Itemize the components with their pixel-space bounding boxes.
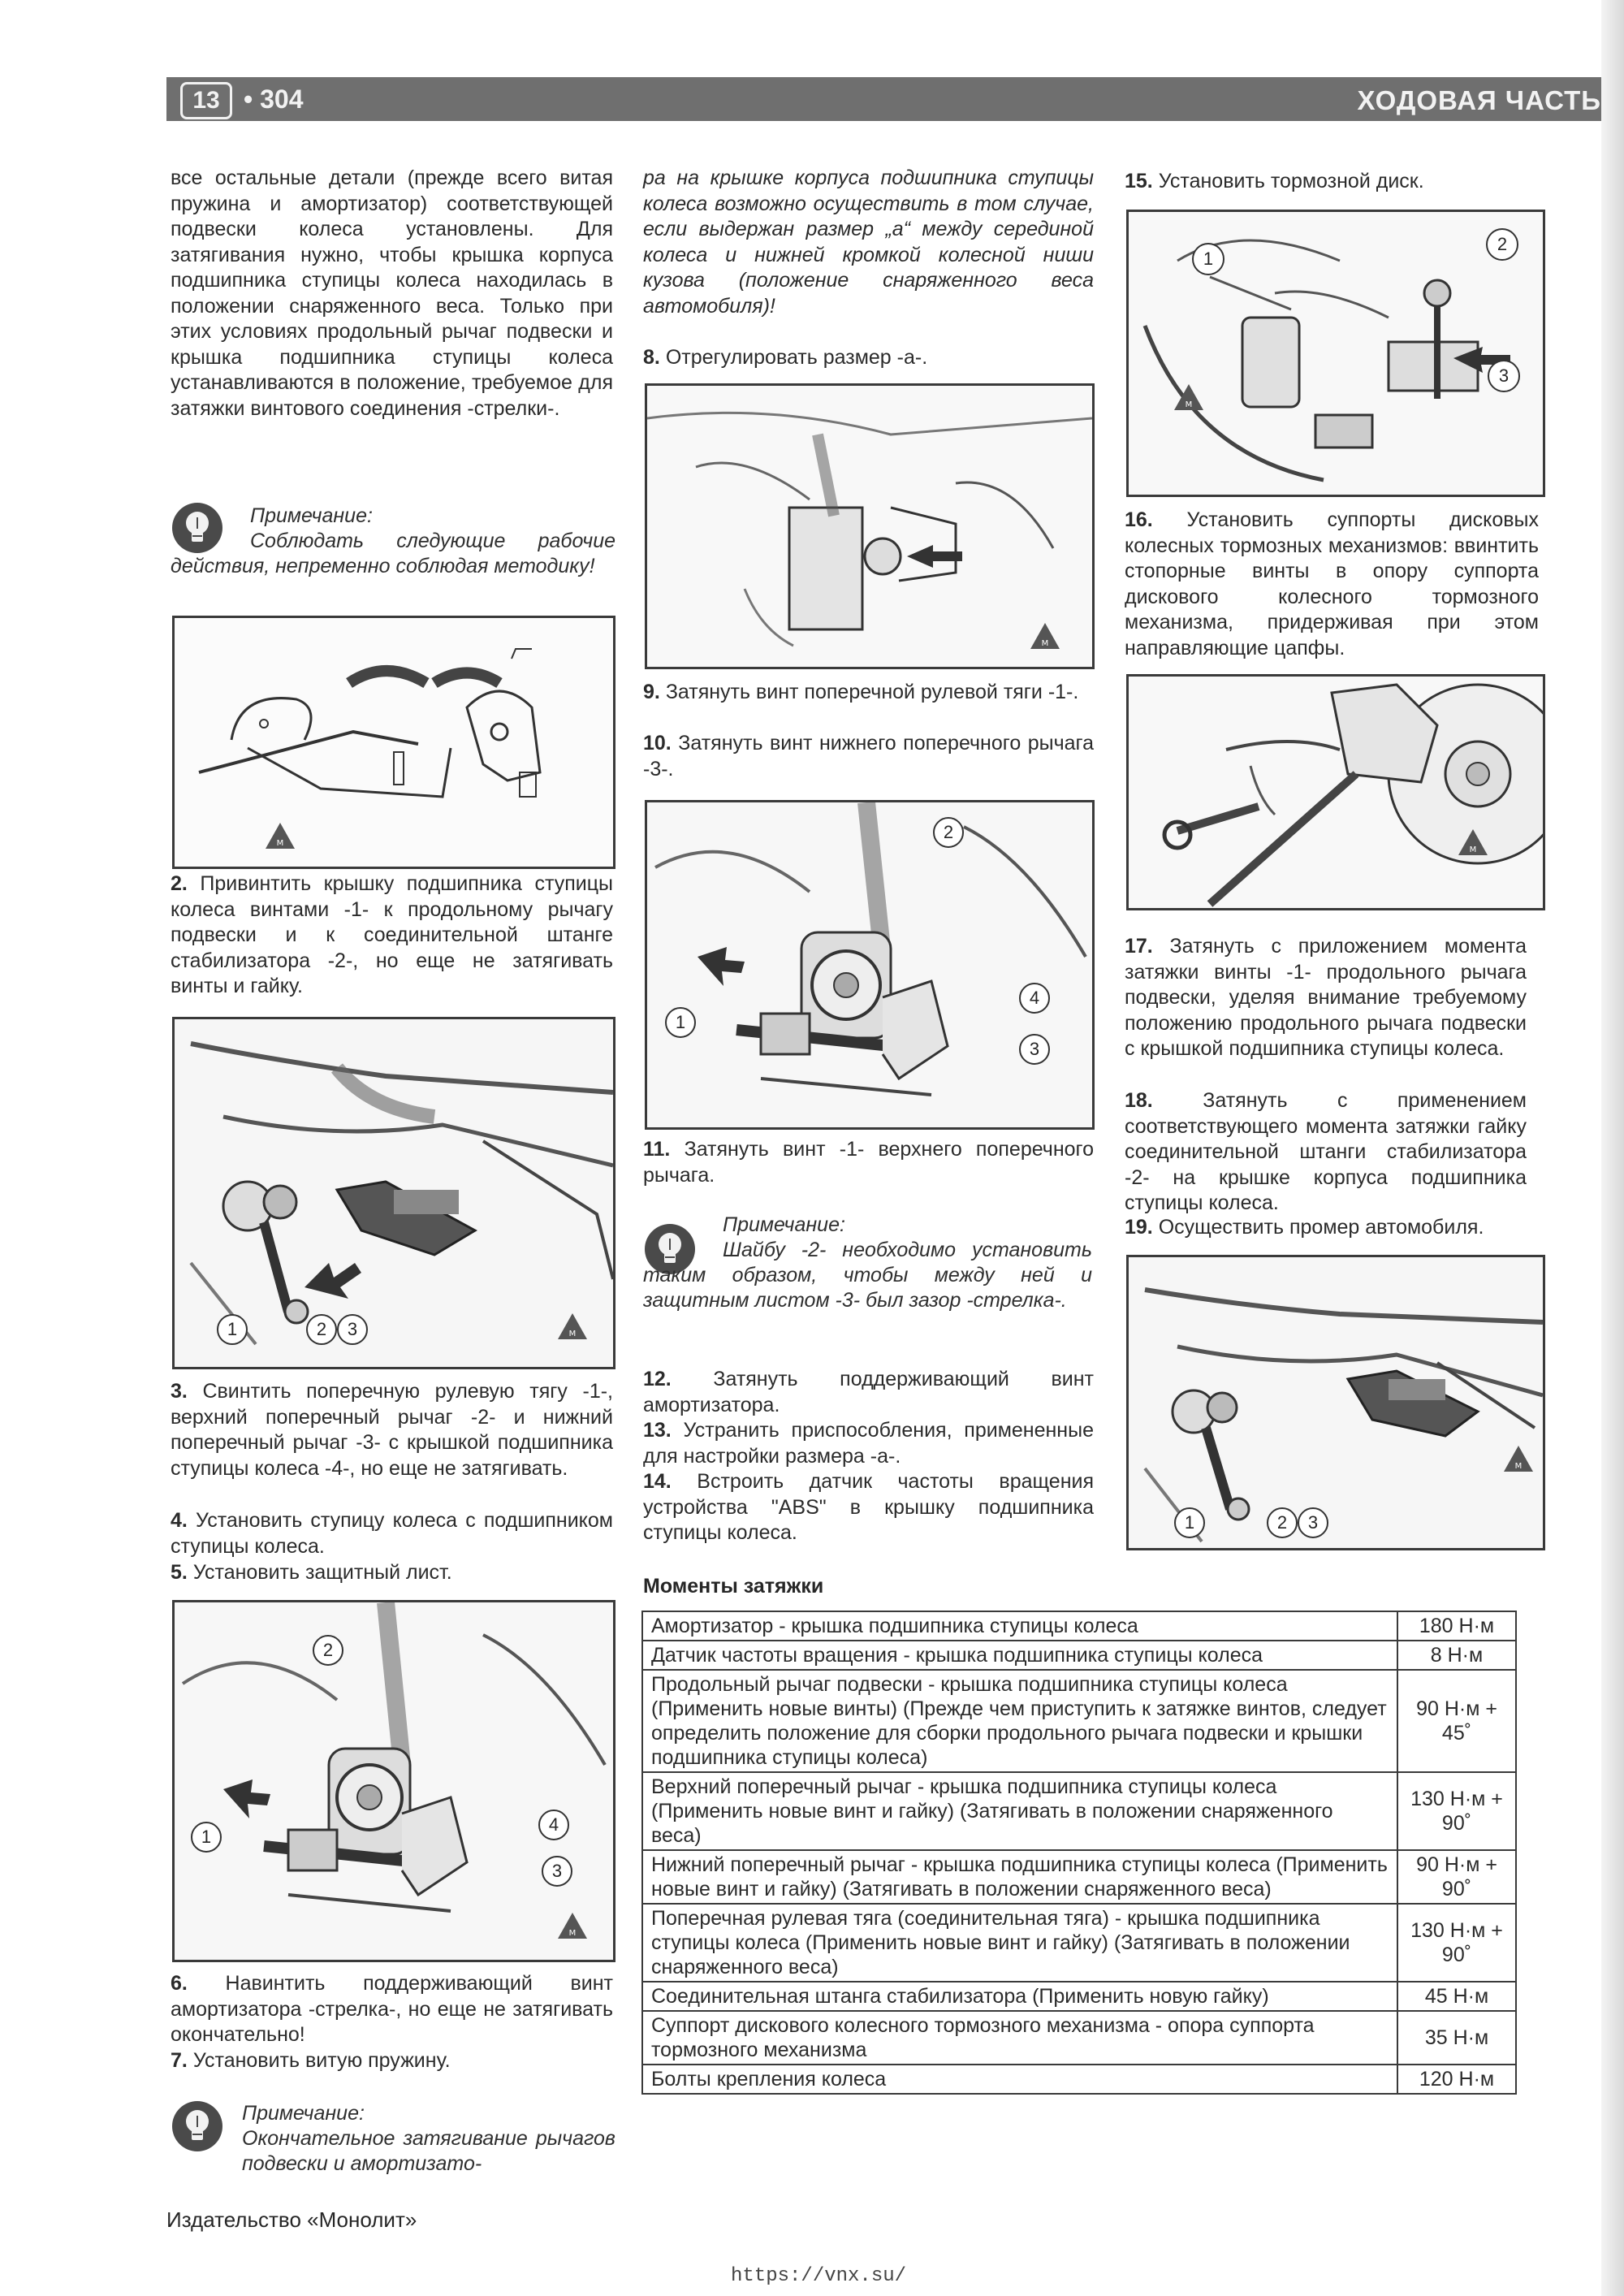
step-6-text: Навинтить поддерживающий винт амортизатора -стрелка-, но еще не затягивать окончательно!: [171, 1972, 613, 2046]
step-19-text: Осуществить промер автомобиля.: [1158, 1216, 1484, 1239]
step-17-number: 17.: [1125, 935, 1153, 958]
step-14: [643, 1469, 1094, 1546]
step-4: [171, 1508, 613, 1559]
step-16: [1125, 508, 1539, 661]
lightbulb-icon: [171, 2099, 224, 2153]
page-edge-shadow: [1601, 0, 1624, 2296]
note1-title: Примечание:: [250, 504, 373, 527]
torque-value: 130 Н·м + 90˚: [1397, 1772, 1516, 1850]
table-row: [642, 1670, 1516, 1772]
torque-part: Амортизатор - крышка подшипника ступицы колеса: [642, 1611, 1397, 1641]
note3-text: Шайбу -2- необходимо установить таким образом, чтобы между ней и защитным листом -3- был зазор -стрелка-.: [643, 1239, 1092, 1312]
torque-value: 90 Н·м + 90˚: [1397, 1850, 1516, 1904]
monolit-logo-icon: [1457, 828, 1489, 857]
monolit-logo-icon: [1173, 383, 1205, 412]
step-6-number: 6.: [171, 1972, 188, 1995]
step-2-text: Привинтить крышку подшипника ступицы колеса винтами -1- к продольному рычагу подвески и к соединительной штанге стабилизатора -2-, но еще не затягивать винты и гайку.: [171, 872, 613, 997]
step-19-number: 19.: [1125, 1216, 1153, 1239]
step-2: [171, 871, 613, 1000]
callout-1: 1: [191, 1822, 222, 1853]
intro-paragraph: все остальные детали (прежде всего витая пружина и амортизатор) соответствующей подвески колеса установлены. Для затягивания нужно, чтобы крышка корпуса подшипника ступицы колеса находилась в положении снаряженного веса. Только при этих условиях продольный рычаг подвески и крышка подшипника ступицы колеса устанавливаются в положение, требуемое для затяжки винтового соединения -стрелки-.: [171, 166, 613, 420]
step-18: [1125, 1088, 1527, 1217]
chapter-number: 13: [180, 82, 232, 119]
svg-text:М: М: [1041, 639, 1049, 648]
svg-text:М: М: [1185, 400, 1193, 409]
table-row: [642, 1641, 1516, 1670]
figure-brake-caliper: [1126, 674, 1545, 910]
note1-text: Соблюдать следующие рабочие действия, непременно соблюдая методику!: [171, 530, 615, 577]
step-15-number: 15.: [1125, 170, 1153, 192]
monolit-logo-icon: [556, 1312, 589, 1341]
torque-part: Датчик частоты вращения - крышка подшипника ступицы колеса: [642, 1641, 1397, 1670]
figure-wheel-bearing-housing-2: [645, 800, 1095, 1130]
figure-brake-disc: [1126, 210, 1545, 497]
torque-value: 90 Н·м + 45˚: [1397, 1670, 1516, 1772]
callout-2: 2: [933, 817, 964, 848]
note2-title: Примечание:: [242, 2102, 365, 2125]
step-11-number: 11.: [643, 1138, 671, 1161]
step-3-text: Свинтить поперечную рулевую тягу -1-, верхний поперечный рычаг -2- и нижний поперечный рычаг -3- с крышкой подшипника ступицы колеса -4-, но еще не затягивать.: [171, 1380, 613, 1480]
step-12: [643, 1367, 1094, 1418]
torque-value: 45 Н·м: [1397, 1982, 1516, 2011]
callout-2: 2: [313, 1635, 343, 1666]
torque-value: 35 Н·м: [1397, 2011, 1516, 2065]
step-17-text: Затянуть с приложением момента затяжки винты -1- продольного рычага подвески, уделяя внимание требуемому положению продольного рычага подвески с крышкой подшипника ступицы колеса.: [1125, 935, 1527, 1060]
torque-value: 8 Н·м: [1397, 1641, 1516, 1670]
step-8-text: Отрегулировать размер -а-.: [665, 346, 928, 369]
svg-text:М: М: [568, 1330, 577, 1338]
step-15-text: Установить тормозной диск.: [1158, 170, 1424, 192]
step-9-text: Затянуть винт поперечной рулевой тяги -1-.: [665, 681, 1079, 703]
torque-table: [641, 1611, 1517, 2095]
callout-3: 3: [1019, 1034, 1050, 1065]
torque-value: 120 Н·м: [1397, 2065, 1516, 2094]
torque-part: Соединительная штанга стабилизатора (Применить новую гайку): [642, 1982, 1397, 2011]
figure-bracket-tool: [172, 616, 615, 869]
step-3: [171, 1379, 613, 1481]
step-13-text: Устранить приспособления, примененные для настройки размера -а-.: [643, 1419, 1094, 1468]
step-16-number: 16.: [1125, 508, 1153, 531]
figure-wheel-bearing-housing-1: [172, 1600, 615, 1962]
step-12-text: Затянуть поддерживающий винт амортизатора.: [643, 1368, 1094, 1416]
callout-1: 1: [665, 1007, 696, 1038]
chapter-title: ХОДОВАЯ ЧАСТЬ: [1357, 85, 1601, 115]
figure-adjust-dimension-a: [645, 383, 1095, 669]
step-17: [1125, 934, 1527, 1062]
callout-4: 4: [1019, 983, 1050, 1014]
step-7-text: Установить витую пружину.: [192, 2049, 451, 2072]
table-row: [642, 1611, 1516, 1641]
torque-part: Продольный рычаг подвески - крышка подшипника ступицы колеса (Применить новые винты) (Прежде чем приступить к затяжке винтов, следует определить положение для сборки продольного рычага подвески и крышки подшипника ступицы колеса): [642, 1670, 1397, 1772]
step-15: [1125, 169, 1579, 195]
table-row: [642, 2011, 1516, 2065]
step-3-number: 3.: [171, 1380, 188, 1403]
step-9-number: 9.: [643, 681, 660, 703]
step-13: [643, 1418, 1094, 1469]
source-url: https://vnx.su/: [731, 2265, 907, 2287]
step-14-text: Встроить датчик частоты вращения устройства "ABS" в крышку подшипника ступицы колеса.: [643, 1470, 1094, 1544]
torque-part: Верхний поперечный рычаг - крышка подшипника ступицы колеса (Применить новые винт и гайку) (Затягивать в положении снаряженного веса): [642, 1772, 1397, 1850]
monolit-logo-icon: [1029, 621, 1061, 651]
monolit-logo-icon: [1502, 1444, 1535, 1473]
step-7-number: 7.: [171, 2049, 188, 2072]
step-12-number: 12.: [643, 1368, 672, 1390]
table-row: [642, 1904, 1516, 1982]
step-9: [643, 680, 1094, 706]
table-row: [642, 1850, 1516, 1904]
callout-2: 2: [1486, 228, 1518, 261]
callout-3: 3: [542, 1856, 572, 1887]
callout-3: 3: [337, 1314, 368, 1345]
step-10-number: 10.: [643, 732, 672, 755]
step-16-text: Установить суппорты дисковых колесных тормозных механизмов: ввинтить стопорные винты в опору суппорта дискового колесного тормозного механизма, придерживая при этом направляющие цапфы.: [1125, 508, 1539, 659]
svg-text:М: М: [1514, 1462, 1522, 1471]
step-10-text: Затянуть винт нижнего поперечного рычага -3-.: [643, 732, 1094, 780]
step-7: [171, 2048, 613, 2074]
step-5-number: 5.: [171, 1561, 188, 1584]
callout-1: 1: [217, 1314, 248, 1345]
step-13-number: 13.: [643, 1419, 672, 1442]
callout-2: 2: [1267, 1507, 1298, 1538]
step-18-number: 18.: [1125, 1089, 1153, 1112]
callout-1: 1: [1174, 1507, 1205, 1538]
torque-table-title: Моменты затяжки: [643, 1575, 824, 1598]
callout-3: 3: [1488, 360, 1520, 392]
svg-text:М: М: [1469, 845, 1477, 854]
svg-text:М: М: [568, 1929, 577, 1938]
torque-part: Нижний поперечный рычаг - крышка подшипника ступицы колеса (Применить новые винт и гайку) (Затягивать в положении снаряженного веса): [642, 1850, 1397, 1904]
figure-final-tightening: [1126, 1255, 1545, 1550]
step-10: [643, 731, 1094, 782]
torque-part: Болты крепления колеса: [642, 2065, 1397, 2094]
step-19: [1125, 1215, 1527, 1241]
step-14-number: 14.: [643, 1470, 672, 1493]
monolit-logo-icon: [556, 1911, 589, 1940]
step-2-number: 2.: [171, 872, 188, 895]
table-row: [642, 1982, 1516, 2011]
torque-part: Суппорт дискового колесного тормозного механизма - опора суппорта тормозного механизма: [642, 2011, 1397, 2065]
monolit-logo-icon: [264, 821, 296, 850]
svg-text:М: М: [276, 839, 284, 848]
note2-text: Окончательное затягивание рычагов подвески и амортизато-: [242, 2127, 615, 2175]
table-row: [642, 1772, 1516, 1850]
step-5: [171, 1560, 613, 1586]
step-4-number: 4.: [171, 1509, 188, 1532]
torque-value: 180 Н·м: [1397, 1611, 1516, 1641]
callout-4: 4: [538, 1810, 569, 1840]
callout-1: 1: [1192, 243, 1224, 275]
step-4-text: Установить ступицу колеса с подшипником ступицы колеса.: [171, 1509, 613, 1558]
page-number: • 304: [244, 84, 304, 114]
torque-value: 130 Н·м + 90˚: [1397, 1904, 1516, 1982]
step-11-text: Затянуть винт -1- верхнего поперечного рычага.: [643, 1138, 1094, 1187]
step-8: [643, 345, 1094, 371]
step-8-number: 8.: [643, 346, 660, 369]
note3-title: Примечание:: [723, 1213, 845, 1236]
torque-part: Поперечная рулевая тяга (соединительная тяга) - крышка подшипника ступицы колеса (Применить новые винт и гайку) (Затягивать в положении снаряженного веса): [642, 1904, 1397, 1982]
step-5-text: Установить защитный лист.: [192, 1561, 452, 1584]
step-11: [643, 1137, 1094, 1188]
figure-stabilizer-link: [172, 1017, 615, 1369]
step-18-text: Затянуть с применением соответствующего момента затяжки гайку соединительной штанги стабилизатора -2- на крышке корпуса подшипника ступицы колеса.: [1125, 1089, 1527, 1214]
callout-3: 3: [1298, 1507, 1328, 1538]
publisher-footer: Издательство «Монолит»: [166, 2207, 417, 2232]
step-6: [171, 1971, 613, 2048]
col2-continuation: ра на крышке корпуса подшипника ступицы колеса возможно осуществить в том случае, если выдержан размер „а“ между серединой колеса и нижней кромкой колесной ниши кузова (положение снаряженного веса автомобиля)!: [643, 166, 1094, 318]
table-row: [642, 2065, 1516, 2094]
callout-2: 2: [306, 1314, 337, 1345]
